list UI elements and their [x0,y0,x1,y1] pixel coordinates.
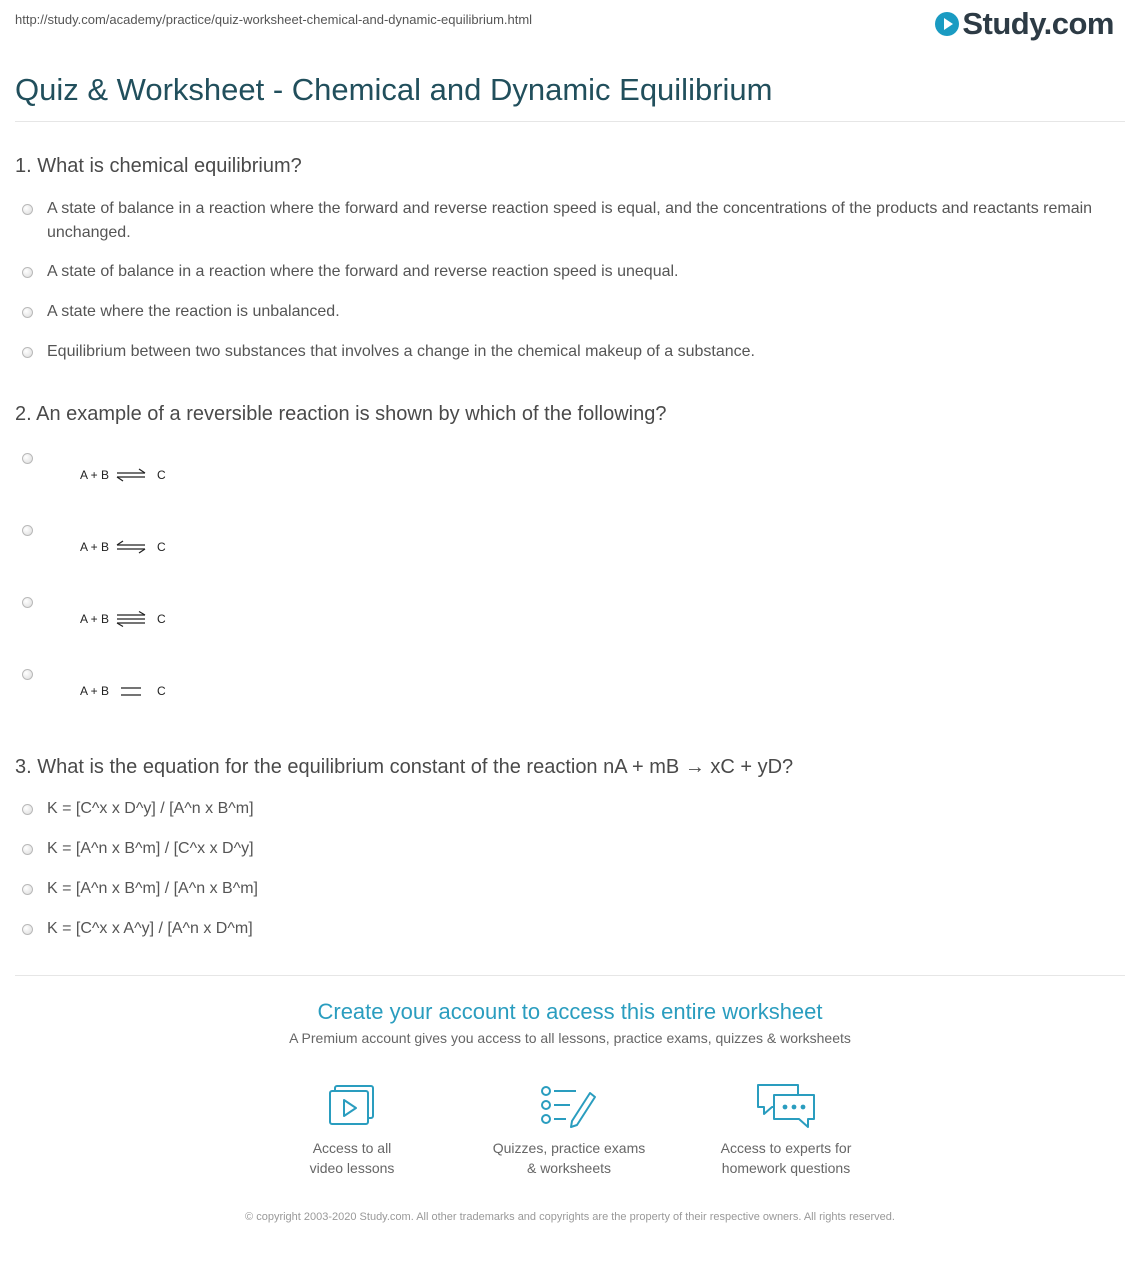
option-label: A state of balance in a reaction where the forward and reverse reaction speed is equal, and the concentrations of the products and reactants remain unchanged. [47,200,1093,241]
radio-button[interactable] [22,844,33,855]
question-3-option-2[interactable] [22,837,1110,861]
question-1-option-2[interactable] [22,260,1110,284]
radio-button[interactable] [22,804,33,815]
divider [15,975,1125,976]
products: C [157,684,166,698]
equilibrium-harpoons-reversed-icon [115,540,147,554]
question-3-title: 3. What is the equation for the equilibrium constant of the reaction nA + mB → xC + yD? [15,756,794,778]
question-2-option-2[interactable] [22,518,1110,536]
video-lessons-icon [257,1082,447,1130]
triple-harpoon-icon [115,611,147,627]
question-3-option-1[interactable] [22,797,1110,821]
radio-button[interactable] [22,669,33,680]
question-3-option-4[interactable] [22,917,1110,941]
feature-label: Access to experts for homework questions [720,1140,852,1176]
page-title: Quiz & Worksheet - Chemical and Dynamic Equilibrium [15,72,773,107]
products: C [157,468,166,482]
cta-subtitle: A Premium account gives you access to all lessons, practice exams, quizzes & worksheets [289,1030,851,1046]
radio-button[interactable] [22,453,33,464]
option-label: K = [C^x x D^y] / [A^n x B^m] [47,800,254,817]
question-1-option-1[interactable] [22,197,1110,245]
feature-label: Quizzes, practice exams & worksheets [492,1140,646,1176]
reactants: A + B [80,612,110,626]
question-3-option-3[interactable] [22,877,1110,901]
question-1-title: 1. What is chemical equilibrium? [15,155,302,177]
option-label: K = [A^n x B^m] / [C^x x D^y] [47,840,254,857]
study-logo[interactable] [935,6,1114,42]
question-1-option-3[interactable] [22,300,1110,324]
option-label: K = [C^x x A^y] / [A^n x D^m] [47,920,253,937]
question-1-option-4[interactable] [22,340,1110,364]
reaction-equation-3 [80,609,166,629]
create-account-link[interactable]: Create your account to access this entire worksheet [317,999,823,1024]
chat-bubbles-icon [691,1082,881,1130]
question-2-option-1[interactable] [22,446,1110,464]
radio-button[interactable] [22,924,33,935]
feature-quizzes [474,1082,664,1178]
parallel-lines-icon [115,684,147,698]
feature-label: Access to all video lessons [309,1140,395,1176]
play-circle-icon [935,12,959,36]
reactants: A + B [80,540,110,554]
option-label: A state where the reaction is unbalanced. [47,303,340,320]
reactants: A + B [80,468,110,482]
products: C [157,540,166,554]
reaction-equation-4 [80,681,166,701]
feature-experts [691,1082,881,1178]
radio-button[interactable] [22,307,33,318]
products: C [157,612,166,626]
radio-button[interactable] [22,347,33,358]
divider [15,121,1125,122]
option-label: K = [A^n x B^m] / [A^n x B^m] [47,880,258,897]
radio-button[interactable] [22,267,33,278]
question-2-option-3[interactable] [22,590,1110,608]
quiz-checklist-icon [474,1082,664,1130]
page-url: http://study.com/academy/practice/quiz-worksheet-chemical-and-dynamic-equilibrium.html [15,12,533,27]
equilibrium-harpoons-icon [115,468,147,482]
radio-button[interactable] [22,204,33,215]
option-label: A state of balance in a reaction where the forward and reverse reaction speed is unequal. [47,263,679,280]
feature-video-lessons [257,1082,447,1178]
question-2-title: 2. An example of a reversible reaction is shown by which of the following? [15,403,667,425]
reaction-equation-2 [80,537,166,557]
copyright: © copyright 2003-2020 Study.com. All other trademarks and copyrights are the property of their respective owners. All rights reserved. [245,1211,895,1223]
option-label: Equilibrium between two substances that involves a change in the chemical makeup of a substance. [47,343,755,360]
radio-button[interactable] [22,597,33,608]
radio-button[interactable] [22,525,33,536]
reactants: A + B [80,684,110,698]
logo-text: Study.com [962,6,1114,41]
reaction-equation-1 [80,465,166,485]
question-2-option-4[interactable] [22,662,1110,680]
radio-button[interactable] [22,884,33,895]
